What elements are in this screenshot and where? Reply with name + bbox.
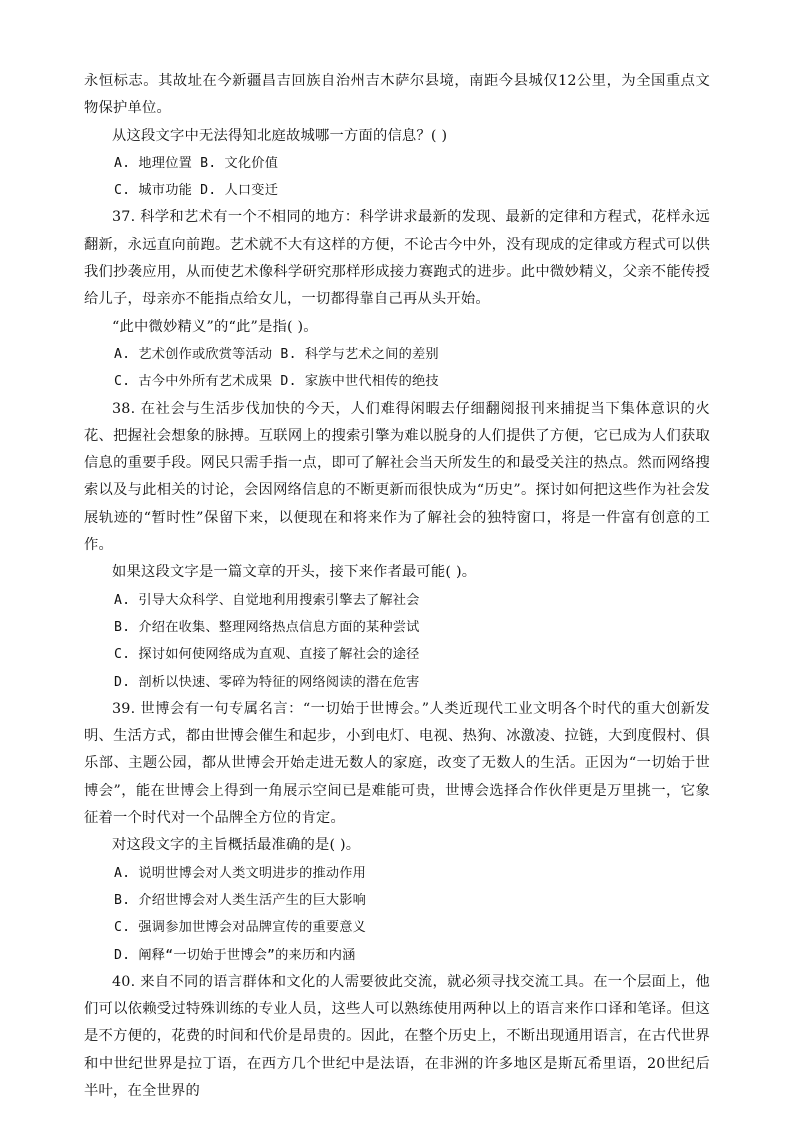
answer-options: A. 说明世博会对人类文明进步的推动作用 [114,865,367,881]
paragraph: 永恒标志。其故址在今新疆昌吉回族自治州吉木萨尔县境，南距今县城仅12公里，为全国重点文物保护单位。 [84,73,710,117]
answer-options: A. 艺术创作或欣赏等活动 B. 科学与艺术之间的差别 [114,346,439,362]
answer-options: C. 强调参加世博会对品牌宣传的重要意义 [114,920,367,936]
paragraph: 38. 在社会与生活步伐加快的今天，人们难得闲暇去仔细翻阅报刊来捕捉当下集体意识的火花、把握社会想象的脉搏。互联网上的搜索引擎为难以脱身的人们提供了方便，它已成为人们获取信息的重要手段。网民只需手指一点，即可了解社会当天所发生的和最受关注的热点。然而网络搜索以及与此相关的讨论，会因网络信息的不断更新而很快成为“历史”。探讨如何把这些作为社会发展轨迹的“暂时性”保留下来，以便现在和将来作为了解社会的独特窗口，将是一件富有创意的工作。 [84,400,710,554]
question-stem: 从这段文字中无法得知北庭故城哪一方面的信息？( ) [112,127,448,144]
question-stem: 对这段文字的主旨概括最准确的是( )。 [112,837,361,854]
paragraph: 40. 来自不同的语言群体和文化的人需要彼此交流，就必须寻找交流工具。在一个层面上，他们可以依赖受过特殊训练的专业人员，这些人可以熟练使用两种以上的语言来作口译和笔译。但这是不方便的，花费的时间和代价是昂贵的。因此，在整个历史上，不断出现通用语言，在古代世界和中世纪世界是拉丁语，在西方几个世纪中是法语，在非洲的许多地区是斯瓦希里语，20世纪后半叶，在全世界的 [84,973,710,1099]
answer-options: C. 古今中外所有艺术成果 D. 家族中世代相传的绝技 [114,374,439,390]
question-stem: “此中微妙精义”的“此”是指( )。 [112,318,318,335]
answer-options: C. 城市功能 D. 人口变迁 [114,183,279,199]
answer-options: C. 探讨如何使网络成为直观、直接了解社会的途径 [114,647,420,663]
answer-options: D. 剖析以快速、零碎为特征的网络阅读的潜在危害 [114,674,420,690]
document-body [84,68,710,1105]
paragraph: 39. 世博会有一句专属名言：“一切始于世博会。”人类近现代工业文明各个时代的重大创新发明、生活方式，都由世博会催生和起步，小到电灯、电视、热狗、冰激凌、拉链，大到度假村、俱乐部、主题公园，都从世博会开始走进无数人的家庭，改变了无数人的生活。正因为“一切始于世博会”，能在世博会上得到一角展示空间已是难能可贵，世博会选择合作伙伴更是万里挑一，它象征着一个时代对一个品牌全方位的肯定。 [84,700,710,827]
paragraph: 37. 科学和艺术有一个不相同的地方：科学讲求最新的发现、最新的定律和方程式，花样永远翻新，永远直向前跑。艺术就不大有这样的方便，不论古今中外，没有现成的定律或方程式可以供我们抄袭应用，从而使艺术像科学研究那样形成接力赛跑式的进步。此中微妙精义，父亲不能传授给儿子，母亲亦不能指点给女儿，一切都得靠自己再从头开始。 [84,209,710,308]
answer-options: B. 介绍世博会对人类生活产生的巨大影响 [114,892,367,908]
answer-options: D. 阐释“一切始于世博会”的来历和内涵 [114,947,356,963]
answer-options: A. 引导大众科学、自觉地利用搜索引擎去了解社会 [114,592,420,608]
answer-options: B. 介绍在收集、整理网络热点信息方面的某种尝试 [114,619,420,635]
answer-options: A. 地理位置 B. 文化价值 [114,155,279,171]
question-stem: 如果这段文字是一篇文章的开头，接下来作者最可能( )。 [112,564,477,581]
